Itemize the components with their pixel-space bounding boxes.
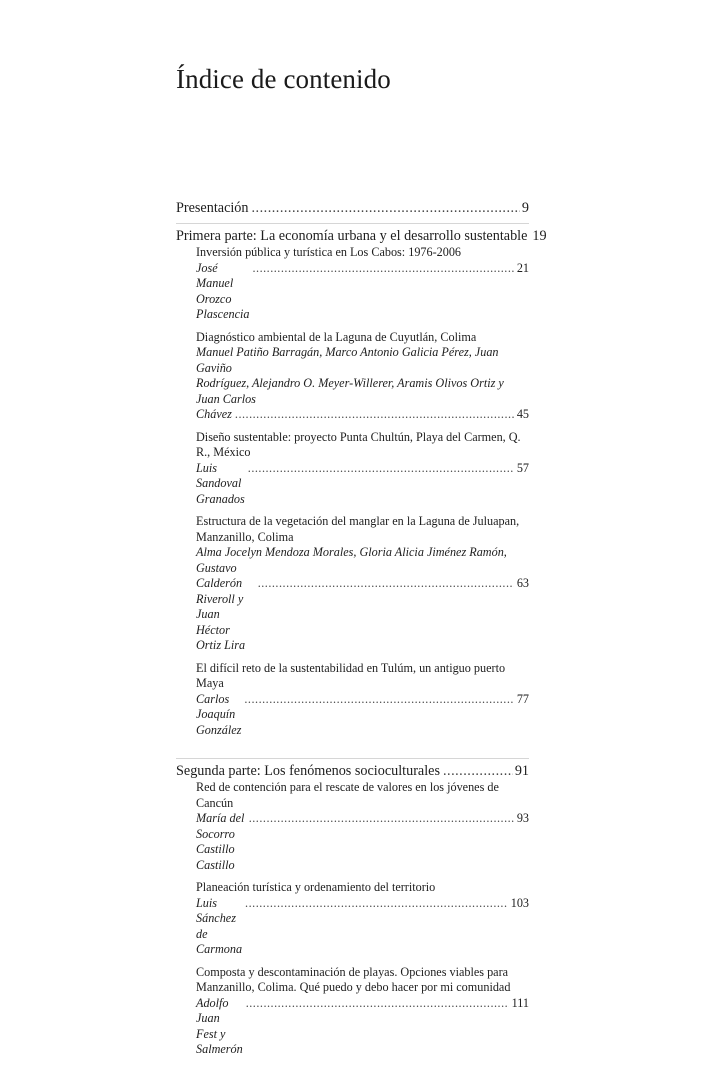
- page-title: Índice de contenido: [176, 64, 391, 94]
- toc-chapter[interactable]: [176, 661, 529, 739]
- dot-leader: [252, 200, 520, 217]
- chapter-title: Inversión pública y turística en Los Cabos: 1976-2006: [196, 245, 462, 259]
- chapter-authors: Luis Sandoval Granados: [196, 460, 245, 506]
- dot-leader: [443, 763, 513, 780]
- chapter-authors: Chávez: [196, 407, 232, 421]
- toc-part-heading[interactable]: [176, 228, 547, 245]
- toc-chapter[interactable]: [176, 330, 529, 423]
- chapter-authors: María del Socorro Castillo Castillo: [196, 811, 245, 872]
- chapter-title: Composta y descontaminación de playas. Opciones viables para Manzanillo, Colima. Qué puedo y debo hacer por mi comunidad: [196, 964, 511, 994]
- toc-chapter[interactable]: [176, 514, 529, 654]
- toc-chapter[interactable]: [176, 430, 529, 508]
- page-number: 9: [521, 200, 529, 216]
- toc-chapter[interactable]: [176, 245, 529, 323]
- chapter-authors: Adolfo Juan Fest y Salmerón: [196, 995, 243, 1056]
- chapter-title: Planeación turística y ordenamiento del territorio: [196, 880, 436, 894]
- toc-entry-label: Presentación: [176, 200, 249, 216]
- page-number: 93: [516, 811, 529, 825]
- chapter-title: Red de contención para el rescate de valores en los jóvenes de Cancún: [196, 780, 499, 810]
- chapter-authors-line: Manuel Patiño Barragán, Marco Antonio Galicia Pérez, Juan Gaviño: [196, 345, 499, 375]
- dot-leader: [252, 261, 513, 277]
- dot-leader: [235, 407, 514, 423]
- dot-leader: [244, 692, 513, 708]
- chapter-authors: Luis Sánchez de Carmona: [196, 895, 243, 956]
- page-number: 111: [511, 995, 529, 1010]
- toc-part-heading[interactable]: [176, 763, 529, 780]
- toc-chapter[interactable]: [176, 880, 529, 958]
- page-number: 63: [516, 576, 529, 590]
- section-divider: [176, 223, 529, 224]
- toc-chapter[interactable]: [176, 780, 529, 873]
- dot-leader: [249, 811, 514, 827]
- page-number: 57: [516, 460, 529, 475]
- page-number: 91: [514, 763, 529, 779]
- chapter-title: Diseño sustentable: proyecto Punta Chultún, Playa del Carmen, Q. R., México: [196, 429, 521, 459]
- page-number: 103: [510, 895, 529, 910]
- section-divider: [176, 758, 529, 759]
- page-number: 21: [516, 260, 529, 275]
- table-of-contents: [176, 200, 547, 1070]
- dot-leader: [258, 576, 514, 592]
- toc-section-segunda-parte: [176, 758, 529, 1058]
- chapter-authors-line: Rodríguez, Alejandro O. Meyer-Willerer, Aramis Olivos Ortiz y Juan Carlos: [196, 376, 504, 406]
- toc-part-label: Segunda parte: Los fenómenos socioculturales: [176, 763, 440, 779]
- chapter-title: Estructura de la vegetación del manglar en la Laguna de Juluapan, Manzanillo, Colima: [196, 514, 520, 544]
- page-number: 45: [516, 407, 529, 421]
- chapter-title: Diagnóstico ambiental de la Laguna de Cuyutlán, Colima: [196, 329, 477, 344]
- chapter-title: El difícil reto de la sustentabilidad en Tulúm, un antiguo puerto Maya: [196, 660, 506, 690]
- page-number: 77: [516, 691, 529, 706]
- page-number: 19: [532, 228, 547, 244]
- chapter-authors: Carlos Joaquín González: [196, 691, 242, 737]
- chapter-authors: José Manuel Orozco Plascencia: [196, 260, 250, 321]
- dot-leader: [246, 996, 509, 1012]
- dot-leader: [245, 896, 508, 912]
- chapter-authors: Calderón Riveroll y Juan Héctor Ortiz Lira: [196, 576, 246, 652]
- toc-part-label: Primera parte: La economía urbana y el desarrollo sustentable: [176, 228, 528, 244]
- dot-leader: [248, 461, 514, 477]
- toc-chapter[interactable]: [176, 965, 529, 1058]
- toc-section-primera-parte: [176, 223, 547, 738]
- toc-entry-presentacion[interactable]: [176, 200, 529, 217]
- chapter-authors-line: Alma Jocelyn Mendoza Morales, Gloria Alicia Jiménez Ramón, Gustavo: [196, 545, 507, 575]
